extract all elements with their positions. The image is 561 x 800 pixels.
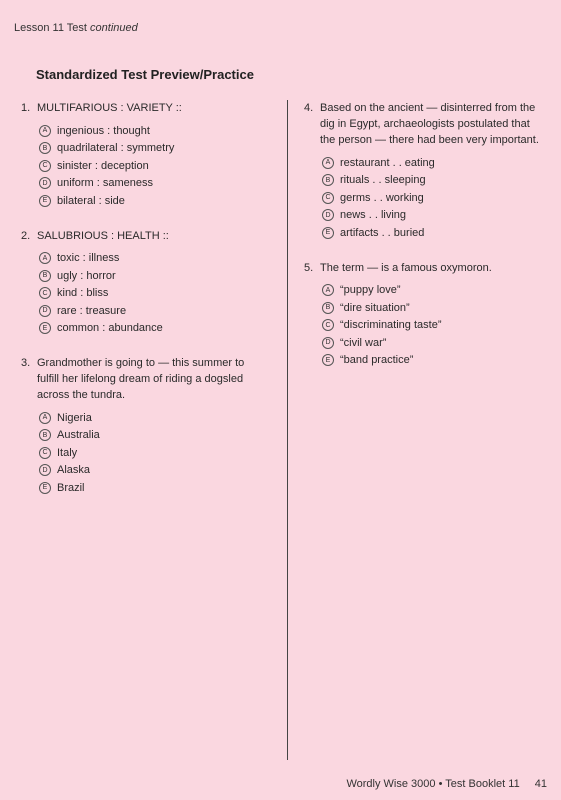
answer-bubble-icon[interactable]: E bbox=[39, 195, 51, 207]
question-number: 2. bbox=[21, 229, 31, 242]
answer-choice[interactable] bbox=[39, 285, 269, 303]
answer-choice-text: uniform : sameness bbox=[57, 177, 153, 190]
question-text: Based on the ancient — disinterred from the dig in Egypt, archaeologists postulated that the person — there had been very important. bbox=[320, 102, 539, 146]
answer-bubble-icon[interactable]: C bbox=[39, 287, 51, 299]
answer-bubble-icon[interactable]: C bbox=[39, 160, 51, 172]
lesson-header bbox=[14, 22, 138, 34]
answer-bubble-icon[interactable]: A bbox=[39, 252, 51, 264]
answer-choice[interactable] bbox=[39, 122, 269, 140]
answer-choice[interactable] bbox=[39, 267, 269, 285]
answer-choice-text: news . . living bbox=[340, 209, 407, 222]
question-stem bbox=[21, 355, 269, 403]
answer-choice[interactable] bbox=[39, 157, 269, 175]
question-item bbox=[21, 100, 269, 210]
answer-choice-text: Brazil bbox=[57, 481, 85, 494]
answer-choice[interactable] bbox=[39, 427, 269, 445]
answer-bubble-icon[interactable]: C bbox=[39, 447, 51, 459]
lesson-continued-label: continued bbox=[90, 22, 138, 34]
answer-choice[interactable] bbox=[322, 282, 544, 300]
answer-choice-text: ingenious : thought bbox=[57, 124, 150, 137]
answer-choice-text: restaurant . . eating bbox=[340, 156, 435, 169]
answer-choice-text: “puppy love” bbox=[340, 284, 401, 297]
answer-choice-text: “discriminating taste” bbox=[340, 319, 442, 332]
answer-choice-text: rituals . . sleeping bbox=[340, 174, 426, 187]
answer-choice-text: quadrilateral : symmetry bbox=[57, 142, 175, 155]
answer-bubble-icon[interactable]: A bbox=[39, 412, 51, 424]
answer-choice-text: Nigeria bbox=[57, 411, 92, 424]
right-column bbox=[304, 100, 544, 381]
answer-bubble-icon[interactable]: C bbox=[322, 319, 334, 331]
answer-choice-text: artifacts . . buried bbox=[340, 226, 425, 239]
answer-choice-text: “band practice” bbox=[340, 354, 414, 367]
answer-bubble-icon[interactable]: E bbox=[322, 227, 334, 239]
answer-bubble-icon[interactable]: B bbox=[322, 174, 334, 186]
answer-choice-text: sinister : deception bbox=[57, 159, 149, 172]
answer-choice[interactable] bbox=[322, 154, 544, 172]
answer-bubble-icon[interactable]: B bbox=[39, 142, 51, 154]
answer-choice[interactable] bbox=[39, 479, 269, 497]
answer-choice-text: rare : treasure bbox=[57, 304, 127, 317]
question-stem bbox=[304, 100, 544, 148]
answer-choices bbox=[322, 282, 544, 370]
answer-choice-text: toxic : illness bbox=[57, 252, 120, 265]
answer-choice-text: Alaska bbox=[57, 464, 91, 477]
answer-choice[interactable] bbox=[39, 320, 269, 338]
question-stem bbox=[21, 100, 269, 116]
answer-choice[interactable] bbox=[39, 444, 269, 462]
question-item bbox=[304, 100, 544, 242]
page-number: 41 bbox=[534, 778, 547, 790]
answer-choices bbox=[39, 122, 269, 210]
question-stem bbox=[21, 228, 269, 244]
answer-choice[interactable] bbox=[39, 175, 269, 193]
answer-choice[interactable] bbox=[322, 207, 544, 225]
question-stem bbox=[304, 260, 544, 276]
answer-choice[interactable] bbox=[322, 334, 544, 352]
answer-choice[interactable] bbox=[39, 462, 269, 480]
answer-choice-text: common : abundance bbox=[57, 322, 163, 335]
answer-choice[interactable] bbox=[322, 189, 544, 207]
answer-choice-text: bilateral : side bbox=[57, 194, 125, 207]
answer-choice[interactable] bbox=[39, 140, 269, 158]
question-text: The term — is a famous oxymoron. bbox=[320, 261, 492, 274]
answer-choice-text: kind : bliss bbox=[57, 287, 109, 300]
answer-bubble-icon[interactable]: A bbox=[39, 125, 51, 137]
question-item bbox=[304, 260, 544, 370]
answer-choice[interactable] bbox=[322, 299, 544, 317]
answer-choice[interactable] bbox=[322, 317, 544, 335]
question-number: 3. bbox=[21, 357, 31, 369]
answer-choice-text: Australia bbox=[57, 429, 100, 442]
answer-bubble-icon[interactable]: D bbox=[322, 209, 334, 221]
question-number: 5. bbox=[304, 261, 314, 274]
question-text: SALUBRIOUS : HEALTH :: bbox=[37, 229, 169, 242]
answer-choice[interactable] bbox=[39, 192, 269, 210]
question-item bbox=[21, 355, 269, 497]
answer-bubble-icon[interactable]: B bbox=[39, 429, 51, 441]
answer-choices bbox=[39, 250, 269, 338]
answer-bubble-icon[interactable]: C bbox=[322, 192, 334, 204]
question-item bbox=[21, 228, 269, 338]
page-footer bbox=[346, 778, 547, 790]
answer-bubble-icon[interactable]: B bbox=[322, 302, 334, 314]
answer-bubble-icon[interactable]: D bbox=[39, 305, 51, 317]
answer-bubble-icon[interactable]: E bbox=[39, 322, 51, 334]
left-column bbox=[21, 100, 269, 509]
answer-bubble-icon[interactable]: D bbox=[322, 337, 334, 349]
column-divider bbox=[287, 100, 288, 760]
answer-choice-text: Italy bbox=[57, 446, 78, 459]
question-number: 4. bbox=[304, 102, 314, 114]
answer-choice-text: germs . . working bbox=[340, 191, 424, 204]
answer-bubble-icon[interactable]: B bbox=[39, 270, 51, 282]
answer-choices bbox=[322, 154, 544, 242]
answer-bubble-icon[interactable]: E bbox=[39, 482, 51, 494]
answer-choices bbox=[39, 409, 269, 497]
section-title: Standardized Test Preview/Practice bbox=[36, 67, 254, 82]
answer-choice[interactable] bbox=[322, 352, 544, 370]
answer-choice[interactable] bbox=[39, 409, 269, 427]
answer-bubble-icon[interactable]: D bbox=[39, 464, 51, 476]
answer-choice[interactable] bbox=[322, 224, 544, 242]
answer-choice[interactable] bbox=[322, 172, 544, 190]
answer-choice-text: “civil war” bbox=[340, 336, 387, 349]
answer-bubble-icon[interactable]: D bbox=[39, 177, 51, 189]
answer-choice[interactable] bbox=[39, 250, 269, 268]
answer-choice-text: “dire situation” bbox=[340, 301, 410, 314]
question-number: 1. bbox=[21, 102, 31, 114]
answer-choice-text: ugly : horror bbox=[57, 269, 116, 282]
question-text: Grandmother is going to — this summer to fulfill her lifelong dream of riding a dogsled across the tundra. bbox=[37, 357, 245, 401]
answer-bubble-icon[interactable]: A bbox=[322, 284, 334, 296]
answer-choice[interactable] bbox=[39, 302, 269, 320]
book-title: Wordly Wise 3000 • Test Booklet 11 bbox=[346, 778, 520, 790]
lesson-label: Lesson 11 Test bbox=[14, 22, 87, 34]
answer-bubble-icon[interactable]: E bbox=[322, 354, 334, 366]
answer-bubble-icon[interactable]: A bbox=[322, 157, 334, 169]
question-text: MULTIFARIOUS : VARIETY :: bbox=[37, 102, 182, 114]
